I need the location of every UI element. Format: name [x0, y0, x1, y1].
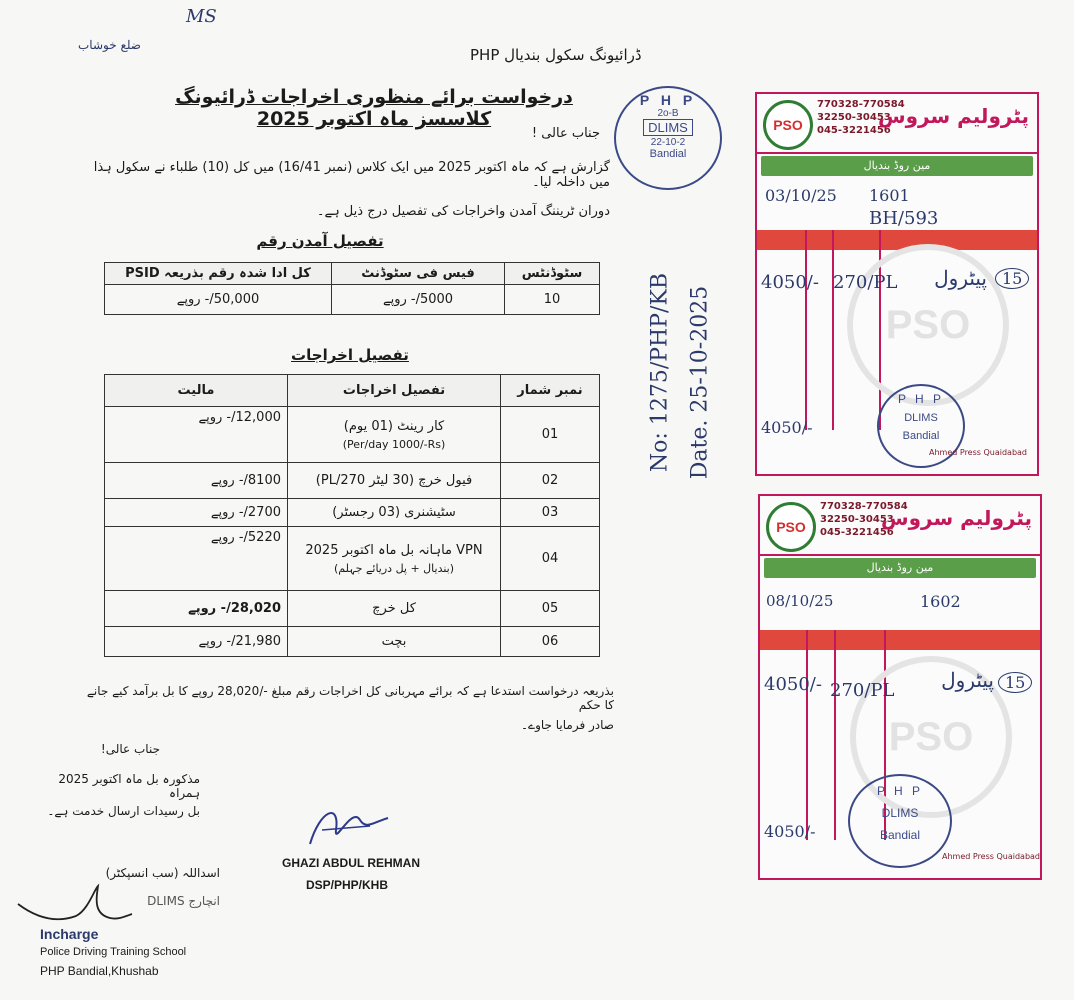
receipt-total: 4050/- [761, 418, 813, 437]
expense-desc-line2: (بندیال + پل دریائے جہلم) [333, 561, 455, 575]
stamp-date: 22-10-2 [650, 137, 686, 148]
expense-desc-line2: (Per/day 1000/-Rs) [342, 437, 446, 451]
expenses-heading: تفصیل اخراجات [291, 346, 409, 364]
incharge-signature [14, 880, 134, 930]
page-mark: MS [186, 6, 217, 27]
table-row [105, 591, 600, 627]
receipt-stamp-mid: DLIMS [904, 412, 938, 424]
income-col-total: کل ادا شدہ رقم بذریعہ PSID [105, 263, 332, 285]
expense-num: 02 [501, 463, 600, 499]
expense-amount: 8100/- روپے [105, 463, 288, 499]
pso-watermark: PSO [847, 244, 1009, 406]
stamp-top-text: P H P [639, 92, 697, 108]
office-stamp [614, 86, 722, 190]
receipt-serial: 1601 [869, 186, 910, 205]
receipt-item-qty: 15 [998, 672, 1032, 693]
incharge-school: Police Driving Training School [40, 946, 187, 958]
salutation: جناب عالی ! [531, 126, 600, 141]
receipt-date: 03/10/25 [765, 186, 837, 205]
expense-desc [288, 407, 501, 463]
income-heading: تفصیل آمدن رقم [256, 232, 384, 250]
station-subtitle: مین روڈ بندیال [761, 156, 1033, 176]
receipt-header [760, 496, 1040, 556]
station-name: پٹرولیم سروس [877, 104, 1029, 128]
income-col-students: سٹوڈنٹس [505, 263, 600, 285]
expense-desc: کل خرچ [288, 591, 501, 627]
receipt-phone: 32250-30453 [817, 112, 891, 123]
dsp-title: DSP/PHP/KHB [306, 878, 389, 892]
margin-date-note: Date. 25-10-2025 [687, 285, 713, 480]
receipt-stamp [848, 774, 952, 868]
income-fee: 5000/- روپے [332, 285, 505, 315]
pso-watermark: PSO [850, 656, 1012, 818]
expense-amount: 2700/- روپے [105, 499, 288, 527]
receipt-phone: 045-3221456 [820, 527, 894, 538]
receipt-item-name: پیٹرول [941, 668, 994, 692]
expenses-table [104, 374, 600, 657]
receipt-column-band [757, 230, 1037, 250]
stamp-bottom-text: Bandial [649, 148, 687, 160]
receipt-phone: 770328-770584 [820, 501, 908, 512]
receipt-amount: 4050/- [764, 674, 822, 695]
income-col-fee: فیس فی سٹوڈنٹ [332, 263, 505, 285]
receipt-rate: 270/PL [830, 680, 895, 701]
dsp-signature [300, 800, 390, 850]
expense-desc: سٹیشنری (03 رجسٹر) [288, 499, 501, 527]
expenses-header-row [105, 375, 600, 407]
income-header-row [105, 263, 600, 285]
dsp-name: GHAZI ABDUL REHMAN [282, 856, 420, 870]
station-subtitle: مین روڈ بندیال [764, 558, 1036, 578]
expenses-col-num: نمبر شمار [501, 375, 600, 407]
receipt-phone: 770328-770584 [817, 99, 905, 110]
table-row [105, 463, 600, 499]
request-line1: بذریعہ درخواست استدعا ہے کہ برائے مہربانی کل اخراجات رقم مبلغ -/28,020 روپے کا بل برآمد کیے جانے کا حکم [86, 684, 614, 712]
expense-num: 05 [501, 591, 600, 627]
expense-amount: 28,020/- روپے [105, 591, 288, 627]
expense-desc-line1: کار رینٹ (01 یوم) [343, 418, 445, 434]
receipt-amount: 4050/- [761, 272, 819, 293]
expense-amount: 12,000/- روپے [105, 407, 288, 463]
station-name: پٹرولیم سروس [880, 506, 1032, 530]
table-row [105, 407, 600, 463]
expense-num: 01 [501, 407, 600, 463]
receipt-serial: 1602 [920, 592, 961, 611]
expense-desc [288, 527, 501, 591]
receipt-phone: 32250-30453 [820, 514, 894, 525]
district-note: ضلع خوشاب [78, 38, 141, 52]
incharge-label: Incharge [40, 926, 99, 942]
school-line: PHP ڈرائیونگ سکول بندیال [470, 46, 642, 64]
receipt-column-line [805, 230, 807, 430]
pso-logo-icon: PSO [766, 502, 816, 552]
table-row [105, 627, 600, 657]
expense-desc: فیول خرچ (30 لیٹر 270/PL) [288, 463, 501, 499]
receipt-vehicle: BH/593 [869, 208, 939, 229]
incharge-urdu-name: اسداللہ (سب انسپکٹر) [105, 866, 220, 880]
receipt-stamp-top: P H P [876, 784, 924, 798]
table-row [105, 285, 600, 315]
receipt-stamp-bottom: Bandial [902, 430, 940, 442]
expense-amount: 21,980/- روپے [105, 627, 288, 657]
receipt-column-band [760, 630, 1040, 650]
endnote-line2: مذکورہ بل ماہ اکتوبر 2025 ہمراہ [58, 772, 200, 800]
endnote-line1: جناب عالی! [100, 742, 160, 756]
income-table [104, 262, 600, 315]
paragraph-2: دوران ٹریننگ آمدن واخراجات کی تفصیل درج ذیل ہے۔ [316, 204, 610, 219]
income-total: 50,000/- روپے [105, 285, 332, 315]
paragraph-1: گزارش ہے کہ ماہ اکتوبر 2025 میں ایک کلاس (نمبر 16/41) میں کل (10) طلباء نے سکول ہذا میں داخلہ لیا۔ [93, 160, 610, 190]
receipt-item-qty: 15 [995, 268, 1029, 289]
expense-amount: 5220/- روپے [105, 527, 288, 591]
receipt-press: Ahmed Press Quaidabad [942, 852, 1041, 861]
receipt-item-name: پیٹرول [934, 266, 987, 290]
page-title: درخواست برائے منظوری اخراجات ڈرائیونگ کلاسسز ماہ اکتوبر 2025 [175, 86, 573, 130]
receipt-stamp-mid: DLIMS [881, 806, 919, 820]
pso-logo-icon: PSO [763, 100, 813, 150]
expense-desc: بچت [288, 627, 501, 657]
receipt-header [757, 94, 1037, 154]
expenses-col-amount: مالیت [105, 375, 288, 407]
expense-num: 04 [501, 527, 600, 591]
receipt-phone: 045-3221456 [817, 125, 891, 136]
receipt-column-line [806, 630, 808, 840]
incharge-urdu-title: انچارج DLIMS [147, 894, 220, 908]
request-line2: صادر فرمایا جاوے۔ [521, 718, 614, 732]
expense-num: 03 [501, 499, 600, 527]
expense-num: 06 [501, 627, 600, 657]
incharge-location: PHP Bandial,Khushab [40, 964, 159, 978]
table-row [105, 527, 600, 591]
receipt-rate: 270/PL [833, 272, 898, 293]
margin-number-note: No: 1275/PHP/KB [647, 272, 673, 473]
fuel-receipt-1 [755, 92, 1039, 476]
receipt-date: 08/10/25 [766, 592, 834, 610]
table-row [105, 499, 600, 527]
expense-desc-line1: VPN ماہانہ بل ماہ اکتوبر 2025 [305, 542, 483, 558]
fuel-receipt-2 [758, 494, 1042, 880]
income-students: 10 [505, 285, 600, 315]
receipt-stamp-bottom: Bandial [879, 828, 921, 842]
receipt-column-line [834, 630, 836, 840]
receipt-total: 4050/- [764, 822, 816, 841]
expenses-col-desc: تفصیل اخراجات [288, 375, 501, 407]
endnote-line3: بل رسیدات ارسال خدمت ہے۔ [47, 804, 200, 818]
receipt-column-line [832, 230, 834, 430]
stamp-line1: 2o-B [657, 108, 679, 119]
receipt-press: Ahmed Press Quaidabad [929, 448, 1028, 457]
stamp-line2: DLIMS [643, 119, 693, 136]
receipt-stamp-top: P H P [897, 392, 945, 406]
